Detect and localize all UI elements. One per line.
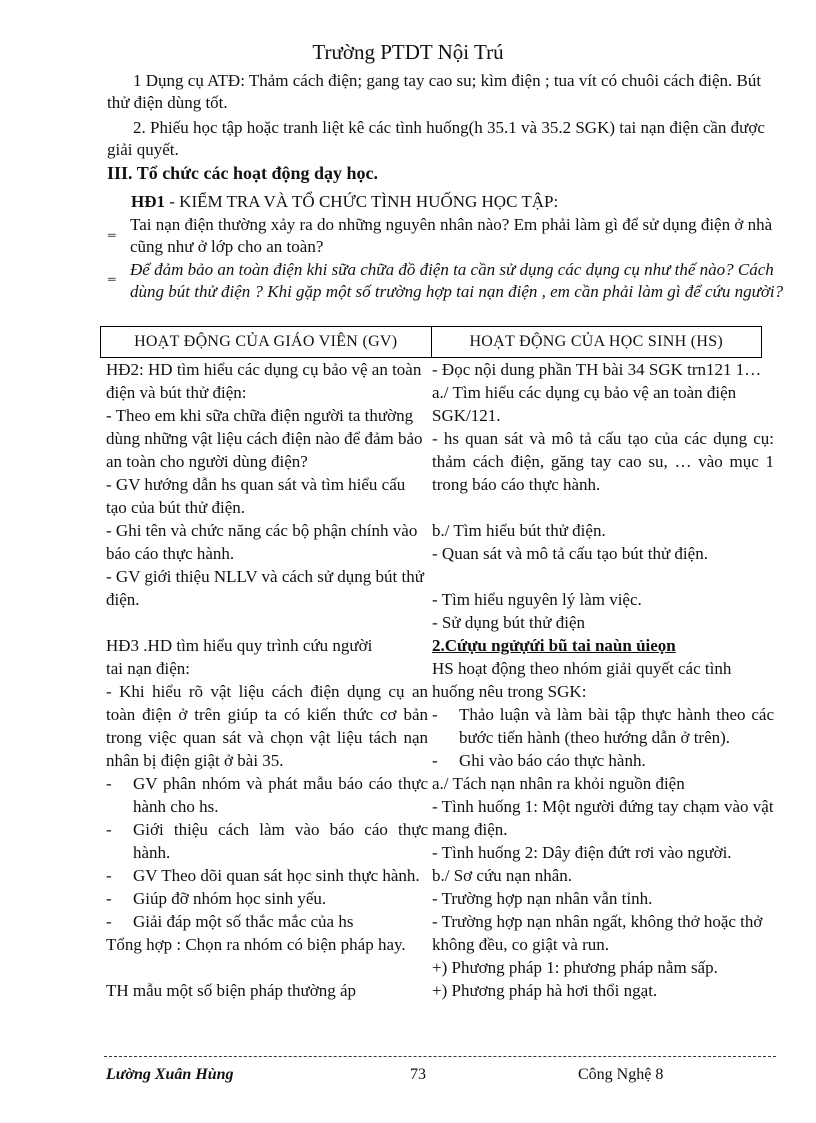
student-line: b./ Tìm hiểu bút thử điện. — [432, 521, 606, 540]
student-line: HS hoạt động theo nhóm giải quyết các tình huống nêu trong SGK: — [432, 659, 732, 701]
student-bullet: - Thảo luận và làm bài tập thực hành theo các bước tiến hành (theo hướng dẫn ở trên). — [432, 705, 774, 747]
hd2-text: HĐ2: HD tìm hiểu các dụng cụ bảo vệ an toàn điện và bút thử điện: — [106, 360, 422, 402]
footer-author: Lường Xuân Hùng — [106, 1066, 234, 1083]
student-line: a./ Tách nạn nhân ra khỏi nguồn điện — [432, 774, 685, 793]
student-line: - hs quan sát và mô tả cấu tạo của các dụng cụ: thảm cách điện, găng tay cao su, … vào mục 1 trong báo cáo thực hành. — [432, 429, 774, 494]
equipment-paragraph: 1 Dụng cụ ATĐ: Thảm cách điện; gang tay cao su; kìm điện ; tua vít có chuôi cách điện. Bút thử điện dùng tốt. — [107, 71, 762, 112]
teacher-line: - Theo em khi sữa chữa điện người ta thường dùng những vật liệu cách điện nào để đảm bảo an toàn cho người dùng điện? — [106, 406, 423, 471]
teacher-bullet: - Giới thiệu cách làm vào báo cáo thực hành. — [106, 820, 428, 862]
student-line: - Sử dụng bút thử điện — [432, 613, 586, 632]
worksheet-paragraph: 2. Phiếu học tập hoặc tranh liệt kê các tình huống(h 35.1 và 35.2 SGK) tai nạn điện cần được giải quyết. — [107, 118, 765, 159]
teacher-summary: Tổng hợp : Chọn ra nhóm có biện pháp hay. — [106, 935, 406, 954]
teacher-bullet: - GV Theo dõi quan sát học sinh thực hành. — [106, 866, 420, 885]
activity-table-header — [100, 326, 762, 358]
teacher-bullet: - Giúp đỡ nhóm học sinh yếu. — [106, 889, 327, 908]
question-bullet: ‗ — [108, 221, 116, 237]
teacher-activities — [106, 358, 428, 1002]
hd3-text-cont: tai nạn điện: — [106, 659, 191, 678]
student-line: - Tình huống 2: Dây điện đứt rơi vào người. — [432, 843, 732, 862]
teacher-line: - Khi hiểu rõ vật liệu cách điện dụng cụ an toàn điện ở trên giúp ta có kiến thức cơ bản trong việc quan sát và chọn vật liệu tách nạn nhân bị điện giật ở bài 35. — [106, 682, 428, 770]
question-1: Tai nạn điện thường xảy ra do những nguyên nhân nào? Em phải làm gì để sử dụng điện ở nhà cũng như ở lớp cho an toàn? — [130, 215, 773, 256]
student-line: - Đọc nội dung phần TH bài 34 SGK trn121 1…a./ Tìm hiểu các dụng cụ bảo vệ an toàn điện SGK/121. — [432, 360, 762, 425]
student-line: - Tìm hiểu nguyên lý làm việc. — [432, 590, 642, 609]
teacher-bullet: - GV phân nhóm và phát mẫu báo cáo thực hành cho hs. — [106, 774, 428, 816]
footer-divider — [104, 1056, 776, 1057]
student-line: b./ Sơ cứu nạn nhân. — [432, 866, 573, 885]
student-column-header: HOẠT ĐỘNG CỦA HỌC SINH (HS) — [431, 327, 762, 357]
teacher-column-header: HOẠT ĐỘNG CỦA GIÁO VIÊN (GV) — [134, 333, 398, 350]
teacher-line: - GV giới thiệu NLLV và cách sử dụng bút thử điện. — [106, 567, 424, 609]
student-line: - Trường hợp nạn nhân ngất, không thở hoặc thở không đều, co giật và run. — [432, 912, 763, 954]
hd1-title: - KIỂM TRA VÀ TỔ CHỨC TÌNH HUỐNG HỌC TẬP: — [165, 192, 559, 211]
question-2: Để đảm bảo an toàn điện khi sữa chữa đồ điện ta cần sử dụng các dụng cụ như thế nào? Cách dùng bút thử điện ? Khi gặp một số trường hợp tai nạn điện , em cần phải làm gì để cứu người? — [130, 260, 784, 301]
student-activities — [432, 358, 774, 1002]
question-bullet: ‗ — [108, 265, 116, 281]
teacher-line: - GV hướng dẫn hs quan sát và tìm hiểu cấu tạo của bút thử điện. — [106, 475, 406, 517]
student-bullet: - Ghi vào báo cáo thực hành. — [432, 751, 646, 770]
rescue-heading: 2.Cứựu ngửựứi bũ tai naùn ủieọn — [432, 636, 676, 655]
student-line: +) Phương pháp hà hơi thổi ngạt. — [432, 981, 658, 1000]
student-line: - Quan sát và mô tả cấu tạo bút thử điện. — [432, 544, 708, 563]
student-line: +) Phương pháp 1: phương pháp nằm sấp. — [432, 958, 718, 977]
hd3-text: HĐ3 .HD tìm hiểu quy trình cứu người — [106, 636, 373, 655]
teacher-bullet: - Giải đáp một số thắc mắc của hs — [106, 912, 354, 931]
page-header: Trường PTDT Nội Trú — [312, 40, 504, 64]
teacher-line: - Ghi tên và chức năng các bộ phận chính vào báo cáo thực hành. — [106, 521, 418, 563]
hd1-label: HĐ1 — [131, 192, 165, 211]
teacher-line: TH mẫu một số biện pháp thường áp — [106, 981, 357, 1000]
student-line: - Tình huống 1: Một người đứng tay chạm vào vật mang điện. — [432, 797, 774, 839]
student-line: - Trường hợp nạn nhân vẫn tỉnh. — [432, 889, 653, 908]
footer-subject: Công Nghệ 8 — [578, 1066, 664, 1083]
footer-page-number: 73 — [410, 1066, 426, 1083]
section-heading: III. Tổ chức các hoạt động dạy học. — [107, 163, 379, 183]
hd1-heading — [131, 191, 811, 213]
